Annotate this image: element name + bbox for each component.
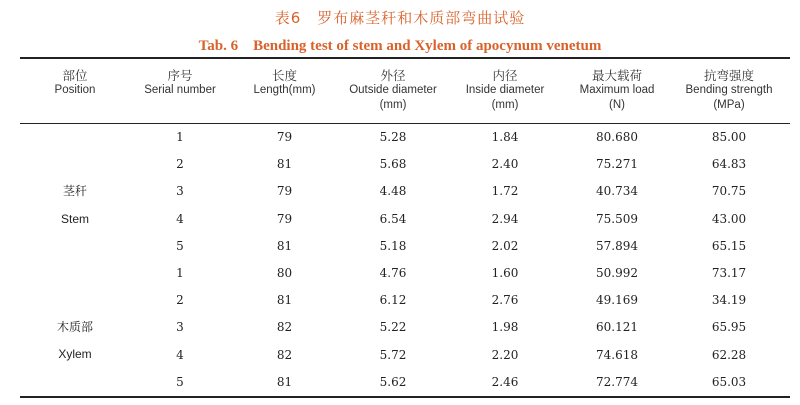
- cell-serial: 2: [176, 157, 184, 172]
- cell-outside-diameter: 5.68: [379, 157, 407, 172]
- cell-inside-diameter: 2.20: [491, 347, 519, 362]
- header-id-cn: 内径: [492, 68, 518, 83]
- header-length-cn: 长度: [271, 68, 297, 83]
- cell-inside-diameter: 2.40: [491, 157, 519, 172]
- header-length: [232, 68, 337, 98]
- header-id-en: Inside diameter: [465, 84, 545, 96]
- header-serial: [130, 68, 230, 98]
- header-strength-unit: (MPa): [713, 99, 745, 111]
- table-body: [0, 124, 800, 396]
- cell-inside-diameter: 2.94: [491, 211, 519, 226]
- header-od-unit: (mm): [379, 99, 407, 111]
- cell-maximum-load: 80.680: [596, 130, 638, 144]
- cell-bending-strength: 85.00: [711, 130, 747, 144]
- header-position: [20, 68, 130, 98]
- cell-inside-diameter: 2.02: [491, 238, 519, 253]
- cell-outside-diameter: 5.22: [379, 320, 407, 335]
- cell-serial: 3: [176, 320, 184, 335]
- group-label-xylem-en: Xylem: [58, 347, 92, 361]
- cell-bending-strength: 43.00: [711, 211, 747, 226]
- cell-outside-diameter: 5.28: [379, 130, 407, 144]
- cell-length: 79: [276, 184, 293, 199]
- cell-maximum-load: 74.618: [596, 347, 638, 362]
- cell-length: 82: [276, 347, 293, 362]
- table-row: [0, 369, 800, 396]
- header-bending-strength: [673, 68, 785, 113]
- cell-bending-strength: 65.15: [711, 238, 747, 253]
- cell-length: 81: [276, 157, 293, 172]
- cell-serial: 2: [176, 293, 184, 308]
- table-row: [0, 287, 800, 314]
- header-serial-cn: 序号: [167, 68, 193, 83]
- cell-serial: 3: [176, 184, 184, 199]
- table-title-en: Tab. 6 Bending test of stem and Xylem of apocynum venetum: [198, 38, 602, 54]
- header-load-en: Maximum load: [579, 84, 655, 96]
- cell-inside-diameter: 1.60: [491, 266, 519, 280]
- cell-bending-strength: 65.03: [711, 374, 747, 389]
- table-row: [0, 178, 800, 205]
- table-row: [0, 260, 800, 287]
- bottom-rule: [20, 396, 790, 398]
- cell-outside-diameter: 6.12: [379, 293, 407, 308]
- cell-maximum-load: 40.734: [596, 184, 638, 199]
- cell-length: 79: [276, 211, 293, 226]
- cell-inside-diameter: 2.76: [491, 293, 519, 308]
- cell-length: 81: [276, 293, 293, 308]
- cell-maximum-load: 75.509: [596, 211, 638, 226]
- cell-serial: 1: [176, 130, 184, 144]
- header-strength-cn: 抗弯强度: [703, 68, 754, 83]
- cell-serial: 4: [176, 347, 184, 362]
- cell-length: 81: [276, 238, 293, 253]
- cell-serial: 4: [176, 211, 184, 226]
- header-length-en: Length(mm): [253, 84, 316, 96]
- cell-maximum-load: 50.992: [596, 266, 638, 280]
- cell-maximum-load: 60.121: [596, 320, 638, 335]
- cell-bending-strength: 62.28: [711, 347, 747, 362]
- cell-serial: 5: [176, 238, 184, 253]
- group-label-stem-en: Stem: [60, 212, 89, 226]
- cell-outside-diameter: 5.72: [379, 347, 407, 362]
- table-title-cn: 表6 罗布麻茎秆和木质部弯曲试验: [274, 9, 526, 27]
- cell-bending-strength: 64.83: [711, 157, 747, 172]
- cell-length: 81: [276, 374, 293, 389]
- cell-maximum-load: 49.169: [596, 293, 638, 308]
- cell-maximum-load: 75.271: [596, 157, 638, 172]
- header-od-en: Outside diameter: [349, 84, 437, 96]
- cell-inside-diameter: 1.98: [491, 320, 519, 335]
- table-row: [0, 342, 800, 369]
- header-inside-diameter: [449, 68, 561, 113]
- cell-maximum-load: 57.894: [596, 238, 638, 253]
- header-serial-en: Serial number: [144, 84, 216, 96]
- cell-outside-diameter: 5.18: [379, 238, 407, 253]
- table-row: [0, 314, 800, 341]
- top-rule: [20, 57, 790, 59]
- cell-serial: 1: [176, 266, 184, 280]
- header-od-cn: 外径: [380, 68, 406, 83]
- header-id-unit: (mm): [491, 99, 519, 111]
- header-maximum-load: [561, 68, 673, 113]
- cell-maximum-load: 72.774: [596, 374, 638, 389]
- cell-length: 79: [276, 130, 293, 144]
- group-label-stem-cn: 茎秆: [62, 184, 87, 198]
- cell-length: 80: [276, 266, 293, 280]
- cell-outside-diameter: 6.54: [379, 211, 407, 226]
- header-load-cn: 最大载荷: [591, 68, 642, 83]
- table-row: [0, 206, 800, 233]
- header-load-unit: (N): [609, 99, 625, 111]
- table-row: [0, 124, 800, 151]
- cell-bending-strength: 34.19: [711, 293, 747, 308]
- cell-inside-diameter: 2.46: [491, 374, 519, 389]
- header-strength-en: Bending strength: [685, 84, 773, 96]
- cell-serial: 5: [176, 374, 184, 389]
- cell-outside-diameter: 4.76: [379, 266, 407, 280]
- cell-outside-diameter: 4.48: [379, 184, 407, 199]
- cell-bending-strength: 70.75: [711, 184, 747, 199]
- table-row: [0, 233, 800, 260]
- cell-inside-diameter: 1.84: [491, 130, 519, 144]
- group-label-xylem-cn: 木质部: [56, 320, 93, 334]
- table-row: [0, 151, 800, 178]
- cell-length: 82: [276, 320, 293, 335]
- header-position-en: Position: [54, 84, 96, 96]
- header-outside-diameter: [337, 68, 449, 113]
- cell-inside-diameter: 1.72: [491, 184, 519, 199]
- cell-outside-diameter: 5.62: [379, 374, 407, 389]
- cell-bending-strength: 73.17: [711, 266, 747, 280]
- cell-bending-strength: 65.95: [711, 320, 747, 335]
- header-position-cn: 部位: [62, 68, 88, 83]
